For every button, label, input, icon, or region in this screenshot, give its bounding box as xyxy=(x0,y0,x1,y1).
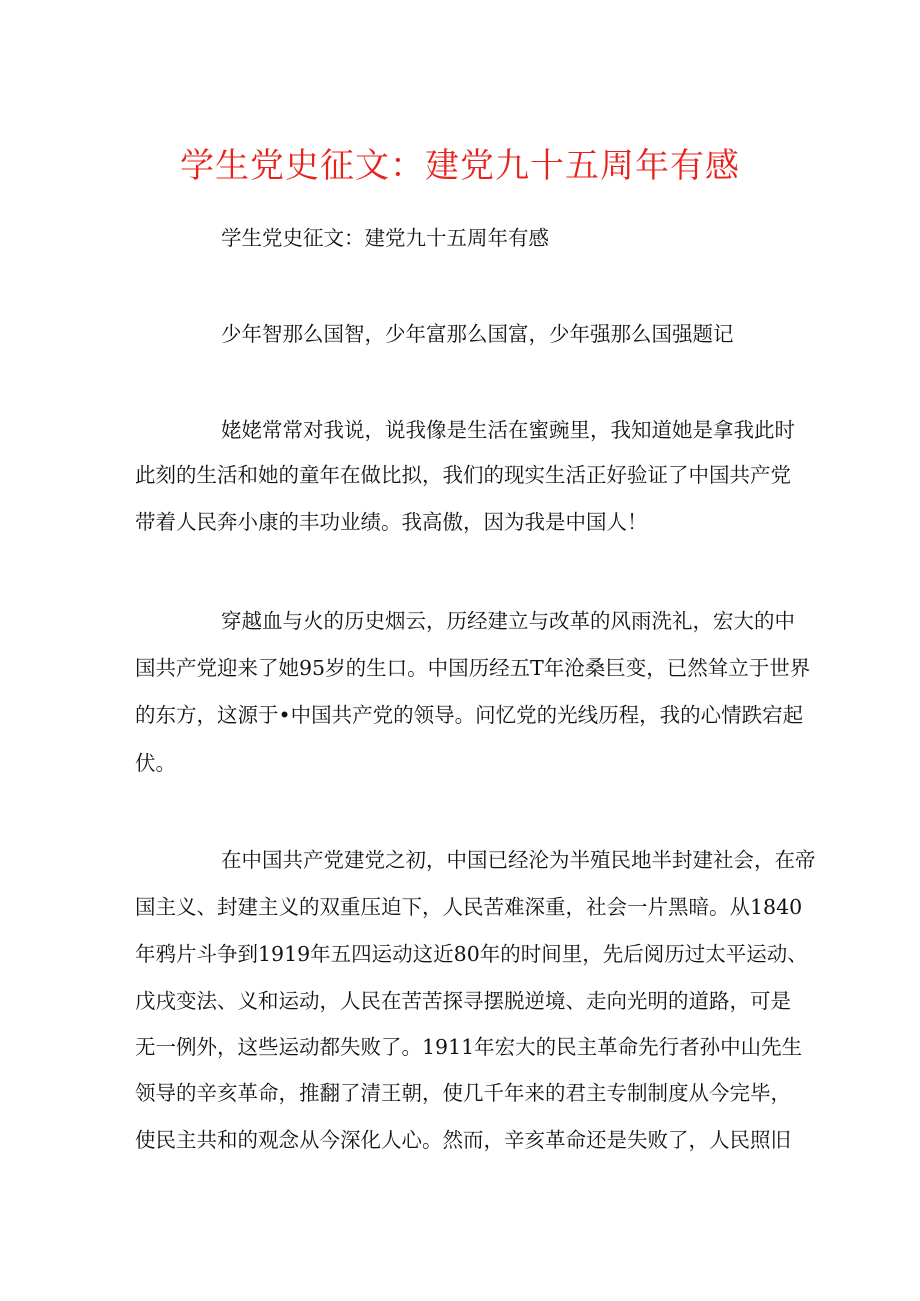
epigraph: 少年智那么国智，少年富那么国富，少年强那么国强题记 xyxy=(221,322,734,346)
paragraph-line: 在中国共产党建党之初，中国已经沦为半殖民地半封建社会，在帝 xyxy=(221,848,816,872)
paragraph-line: 国共产党迎来了她95岁的生口。中国历经五T年沧桑巨变，已然耸立于世界 xyxy=(135,656,811,680)
paragraph-line: 穿越血与火的历史烟云，历经建立与改革的风雨洗礼，宏大的中 xyxy=(221,609,795,633)
document-subtitle: 学生党史征文：建党九十五周年有感 xyxy=(221,226,549,250)
paragraph-line: 带着人民奔小康的丰功业绩。我高傲，因为我是中国人！ xyxy=(135,510,648,534)
paragraph-line: 使民主共和的观念从今深化人心。然而，辛亥革命还是失败了，人民照旧 xyxy=(135,1128,791,1152)
paragraph-line: 领导的辛亥革命，推翻了清王朝，使几千年来的君主专制制度从今完毕， xyxy=(135,1081,791,1105)
paragraph-line: 戊戌变法、义和运动，人民在苦苦探寻摆脱逆境、走向光明的道路，可是 xyxy=(135,989,791,1013)
paragraph-line: 姥姥常常对我说，说我像是生活在蜜豌里，我知道她是拿我此时 xyxy=(221,418,795,442)
paragraph-line: 的东方，这源于•中国共产党的领导。问忆党的光线历程，我的心情跌宕起 xyxy=(135,703,804,727)
paragraph-line: 国主义、封建主义的双重压迫下，人民苦难深重，社会一片黑暗。从1840 xyxy=(135,895,803,919)
document-title: 学生党史征文：建党九十五周年有感 xyxy=(180,146,740,186)
paragraph-line: 年鸦片斗争到1919年五四运动这近80年的时间里，先后阅历过太平运动、 xyxy=(135,942,808,966)
paragraph-line: 伏。 xyxy=(135,751,176,775)
paragraph-line: 无一例外，这些运动都失败了。1911年宏大的民主革命先行者孙中山先生 xyxy=(135,1035,803,1059)
paragraph-line: 此刻的生活和她的童年在做比拟，我们的现实生活正好验证了中国共产党 xyxy=(135,463,791,487)
